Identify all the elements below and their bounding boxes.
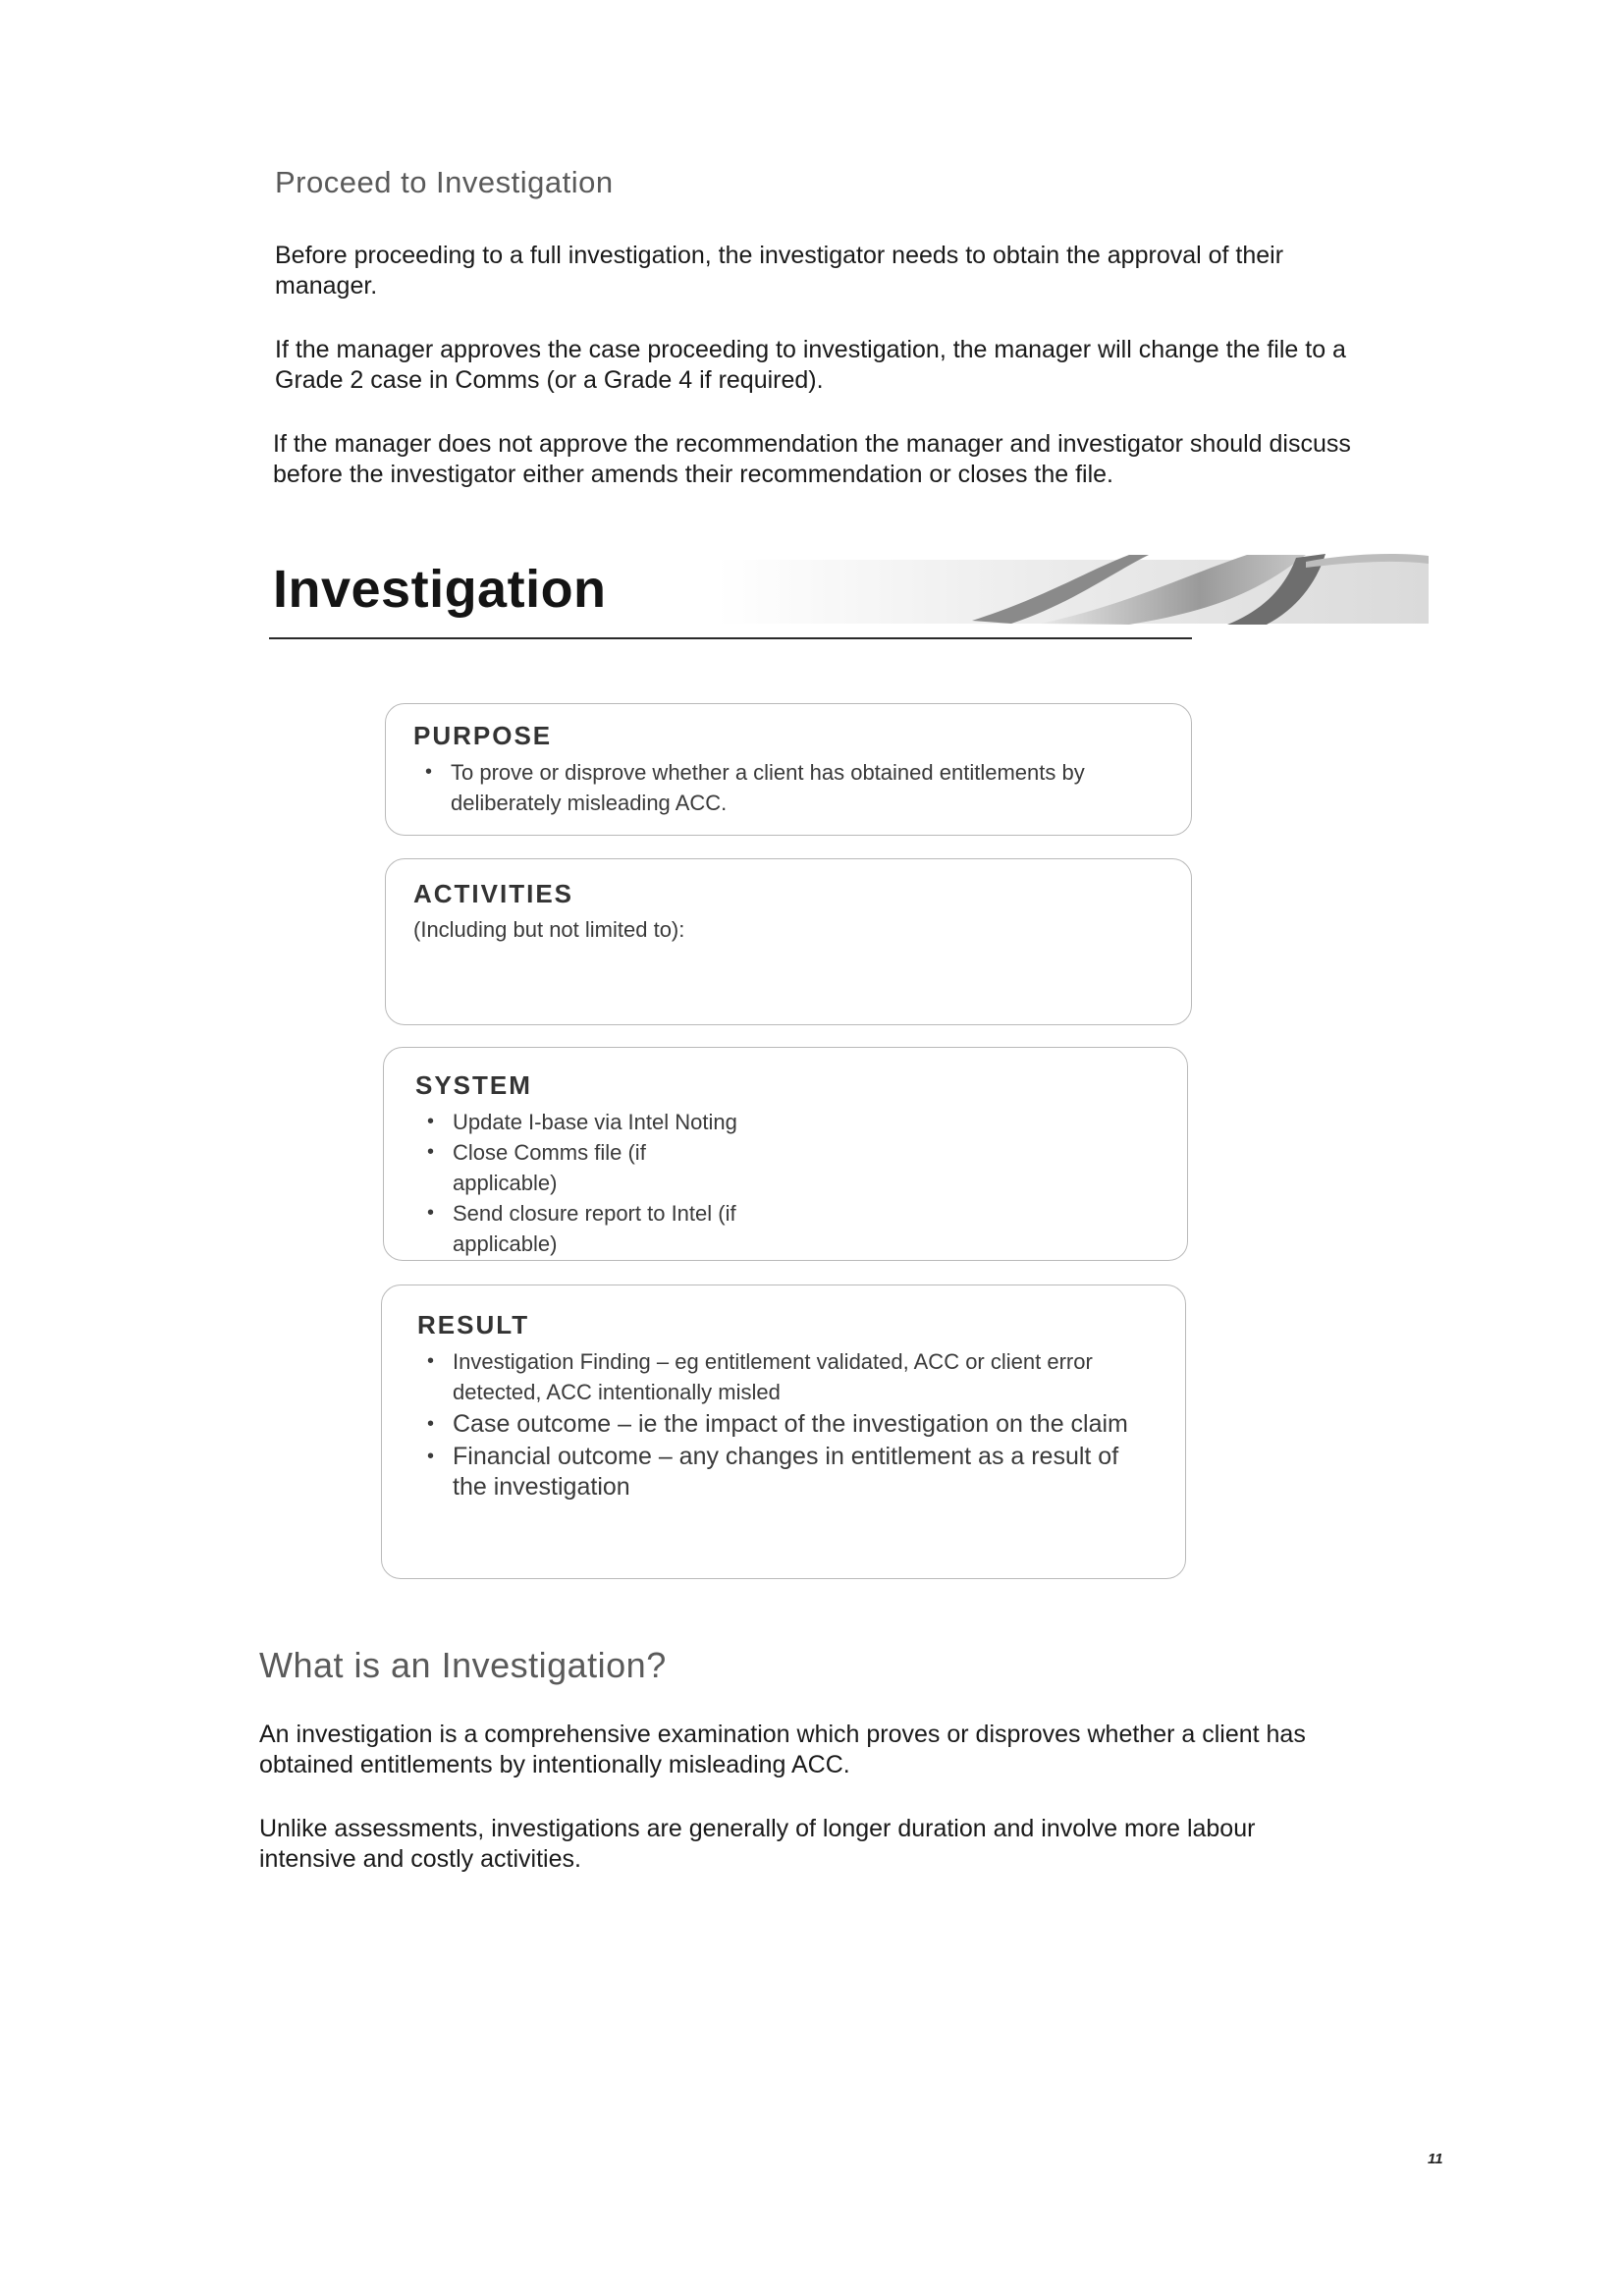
bullet-icon: • — [425, 761, 433, 783]
list-item: • To prove or disprove whether a client has obtained entitlements by deliberately misleading ACC. — [419, 757, 1165, 818]
activities-box — [385, 858, 1192, 1025]
purpose-box — [385, 703, 1192, 836]
bullet-icon: • — [427, 1413, 435, 1435]
list-item: • Close Comms file (if applicable) — [421, 1137, 745, 1198]
section-heading-what-is: What is an Investigation? — [259, 1645, 667, 1685]
bullet-icon: • — [427, 1446, 435, 1467]
banner-underline — [269, 637, 1192, 639]
paragraph-definition: An investigation is a comprehensive examination which proves or disproves whether a client has obtained entitlements by intentionally misleading ACC. — [259, 1721, 1306, 1778]
paragraph-manager-approves: If the manager approves the case proceeding to investigation, the manager will change the file to a Grade 2 case in Comms (or a Grade 4 if required). — [275, 336, 1346, 394]
list-item: • Send closure report to Intel (if applicable) — [421, 1198, 745, 1259]
system-title: SYSTEM — [415, 1070, 532, 1100]
list-item: • Financial outcome – any changes in entitlement as a result of the investigation — [427, 1443, 1119, 1501]
bullet-icon: • — [427, 1111, 435, 1132]
activities-title: ACTIVITIES — [413, 879, 574, 908]
result-title: RESULT — [417, 1310, 530, 1339]
purpose-title: PURPOSE — [413, 721, 553, 750]
list-item: • Case outcome – ie the impact of the investigation on the claim — [427, 1410, 1128, 1438]
system-box — [383, 1047, 1188, 1261]
paragraph-approval: Before proceeding to a full investigation, the investigator needs to obtain the approval of their manager. — [275, 242, 1284, 300]
investigation-banner — [265, 545, 1429, 643]
activities-note: (Including but not limited to): — [413, 917, 685, 942]
section-heading-proceed: Proceed to Investigation — [275, 165, 614, 199]
bullet-icon: • — [427, 1141, 435, 1163]
bullet-icon: • — [427, 1350, 435, 1372]
list-item: • Update I-base via Intel Noting — [421, 1107, 745, 1137]
paragraph-unlike-assessments: Unlike assessments, investigations are generally of longer duration and involve more labour intensive and costly activities. — [259, 1815, 1256, 1873]
result-list — [421, 1346, 1128, 1503]
banner-title: Investigation — [273, 560, 607, 619]
result-box — [381, 1285, 1186, 1579]
bullet-icon: • — [427, 1202, 435, 1224]
paragraph-manager-not-approve: If the manager does not approve the recommendation the manager and investigator should discuss before the investigator either amends their recommendation or closes the file. — [273, 430, 1351, 488]
swoosh-graphic — [717, 550, 1429, 629]
purpose-list — [419, 757, 1165, 818]
system-list — [421, 1107, 745, 1259]
list-item: • Investigation Finding – eg entitlement validated, ACC or client error detected, ACC intentionally misled — [421, 1346, 1128, 1407]
page-number: 11 — [1428, 2151, 1443, 2167]
